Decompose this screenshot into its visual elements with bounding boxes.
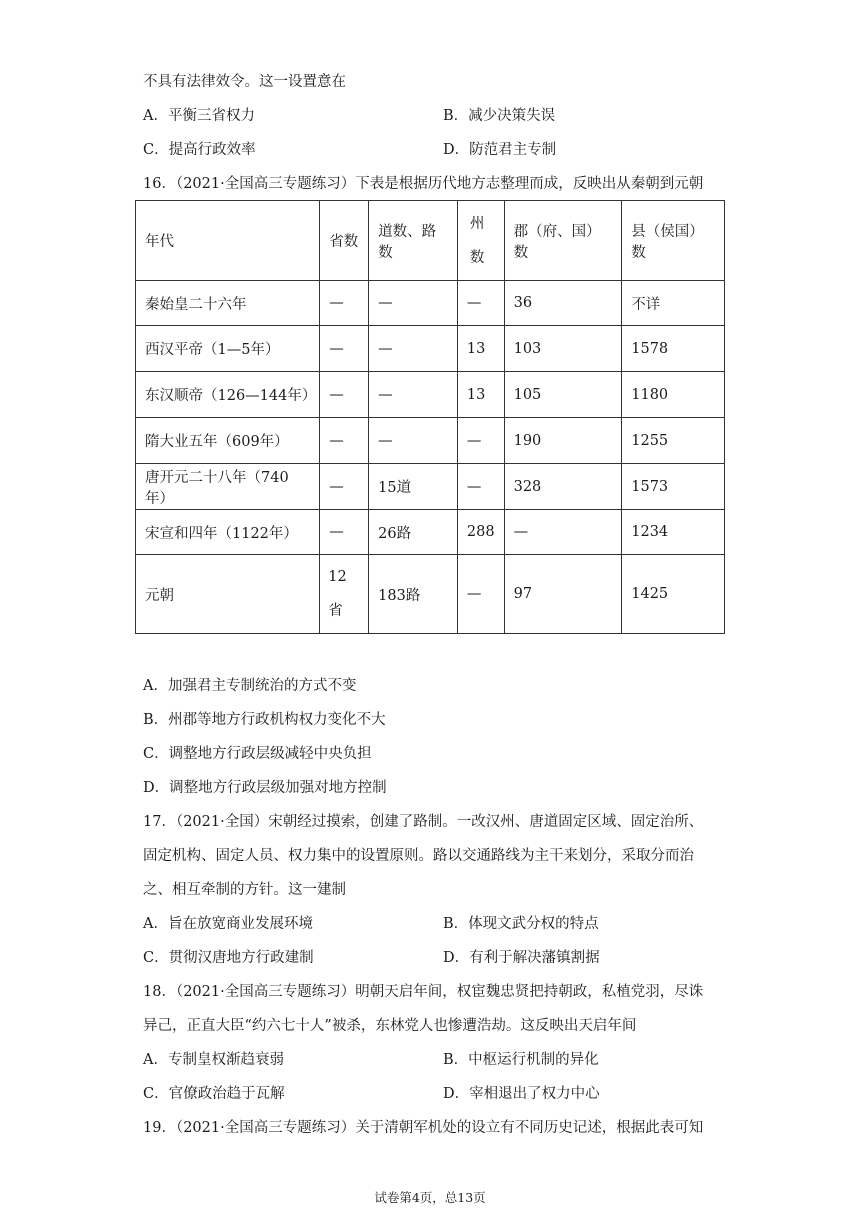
table-cell: 不详 [622, 281, 725, 326]
table-row [136, 464, 725, 510]
q18-stem-line: 异己，正直大臣“约六七十人”被杀，东林党人也惨遭浩劫。这反映出天启年间 [143, 1018, 637, 1034]
q17-stem-line: 之、相互牵制的方针。这一建制 [143, 882, 346, 898]
q17-option-d: D．有利于解决藩镇割据 [443, 950, 600, 966]
table-cell: 13 [457, 326, 504, 372]
table-cell: — [457, 418, 504, 464]
q16-option-c: C．调整地方行政层级减轻中央负担 [143, 746, 372, 762]
q17-option-c: C．贯彻汉唐地方行政建制 [143, 950, 314, 966]
table-cell: 1234 [622, 510, 725, 555]
table-cell: 隋大业五年（609年） [136, 418, 320, 464]
table-row [136, 418, 725, 464]
q15-option-b: B．减少决策失误 [443, 108, 556, 124]
table-cell: 1180 [622, 372, 725, 418]
table-cell: 36 [504, 281, 622, 326]
table-header-cell: 道数、路数 [369, 201, 458, 281]
q18-option-a: A．专制皇权渐趋衰弱 [143, 1052, 284, 1068]
table-cell: 26路 [369, 510, 458, 555]
table-row [136, 510, 725, 555]
q16-stem: 16．（2021·全国高三专题练习）下表是根据历代地方志整理而成，反映出从秦朝到元朝 [143, 176, 704, 192]
table-header-cell: 县（侯国）数 [622, 201, 725, 281]
q15-option-a: A．平衡三省权力 [143, 108, 255, 124]
q17-stem-line: 17．（2021·全国）宋朝经过摸索，创建了路制。一改汉州、唐道固定区域、固定治所、 [143, 814, 704, 830]
q15-option-d: D．防范君主专制 [443, 142, 557, 158]
q17-option-a: A．旨在放宽商业发展环境 [143, 916, 313, 932]
q17-stem-line: 固定机构、固定人员、权力集中的设置原则。路以交通路线为主干来划分，采取分而治 [143, 848, 694, 864]
table-cell: 183路 [369, 555, 458, 634]
table-cell: 1255 [622, 418, 725, 464]
table-cell: 元朝 [136, 555, 320, 634]
q17-option-b: B．体现文武分权的特点 [443, 916, 599, 932]
table-cell: 秦始皇二十六年 [136, 281, 320, 326]
table-header-cell: 州数 [457, 201, 504, 281]
table-row [136, 372, 725, 418]
table-cell: — [320, 281, 369, 326]
table-cell: — [320, 510, 369, 555]
table-header-cell: 郡（府、国）数 [504, 201, 622, 281]
page-footer: 试卷第4页，总13页 [374, 1190, 486, 1205]
table-cell: 103 [504, 326, 622, 372]
table-cell: 西汉平帝（1—5年） [136, 326, 320, 372]
q18-stem-line: 18．（2021·全国高三专题练习）明朝天启年间，权宦魏忠贤把持朝政，私植党羽，尽诛 [143, 984, 704, 1000]
table-cell: — [369, 281, 458, 326]
table-header-row [136, 201, 725, 281]
table-cell: 15道 [369, 464, 458, 510]
table-cell: 288 [457, 510, 504, 555]
table-cell: 97 [504, 555, 622, 634]
q18-option-d: D．宰相退出了权力中心 [443, 1086, 600, 1102]
table-cell: — [369, 372, 458, 418]
table-cell: — [457, 464, 504, 510]
q16-option-d: D．调整地方行政层级加强对地方控制 [143, 780, 387, 796]
q18-option-b: B．中枢运行机制的异化 [443, 1052, 599, 1068]
table-row [136, 555, 725, 634]
table-cell: — [320, 464, 369, 510]
table-cell: 190 [504, 418, 622, 464]
table-header-cell: 年代 [136, 201, 320, 281]
table-cell: 1425 [622, 555, 725, 634]
table-header-cell: 省数 [320, 201, 369, 281]
table-cell: — [320, 418, 369, 464]
q18-option-c: C．官僚政治趋于瓦解 [143, 1086, 285, 1102]
table-cell: 328 [504, 464, 622, 510]
q15-tail-text: 不具有法律效令。这一设置意在 [143, 74, 346, 90]
table-cell: — [320, 326, 369, 372]
table-cell: 12省 [320, 555, 369, 634]
table-cell: — [457, 281, 504, 326]
history-table [135, 200, 725, 634]
table-cell: 东汉顺帝（126—144年） [136, 372, 320, 418]
table-cell: — [369, 418, 458, 464]
table-cell: 13 [457, 372, 504, 418]
q16-option-a: A．加强君主专制统治的方式不变 [143, 678, 357, 694]
q19-stem: 19．（2021·全国高三专题练习）关于清朝军机处的设立有不同历史记述，根据此表可知 [143, 1120, 704, 1136]
table-cell: 宋宣和四年（1122年） [136, 510, 320, 555]
table-cell: 105 [504, 372, 622, 418]
table-cell: 唐开元二十八年（740年） [136, 464, 320, 510]
q16-option-b: B．州郡等地方行政机构权力变化不大 [143, 712, 386, 728]
table-row [136, 281, 725, 326]
table-cell: — [504, 510, 622, 555]
table-cell: — [457, 555, 504, 634]
table-cell: — [369, 326, 458, 372]
q15-option-c: C．提高行政效率 [143, 142, 256, 158]
table-cell: 1573 [622, 464, 725, 510]
table-cell: 1578 [622, 326, 725, 372]
table-cell: — [320, 372, 369, 418]
table-row [136, 326, 725, 372]
